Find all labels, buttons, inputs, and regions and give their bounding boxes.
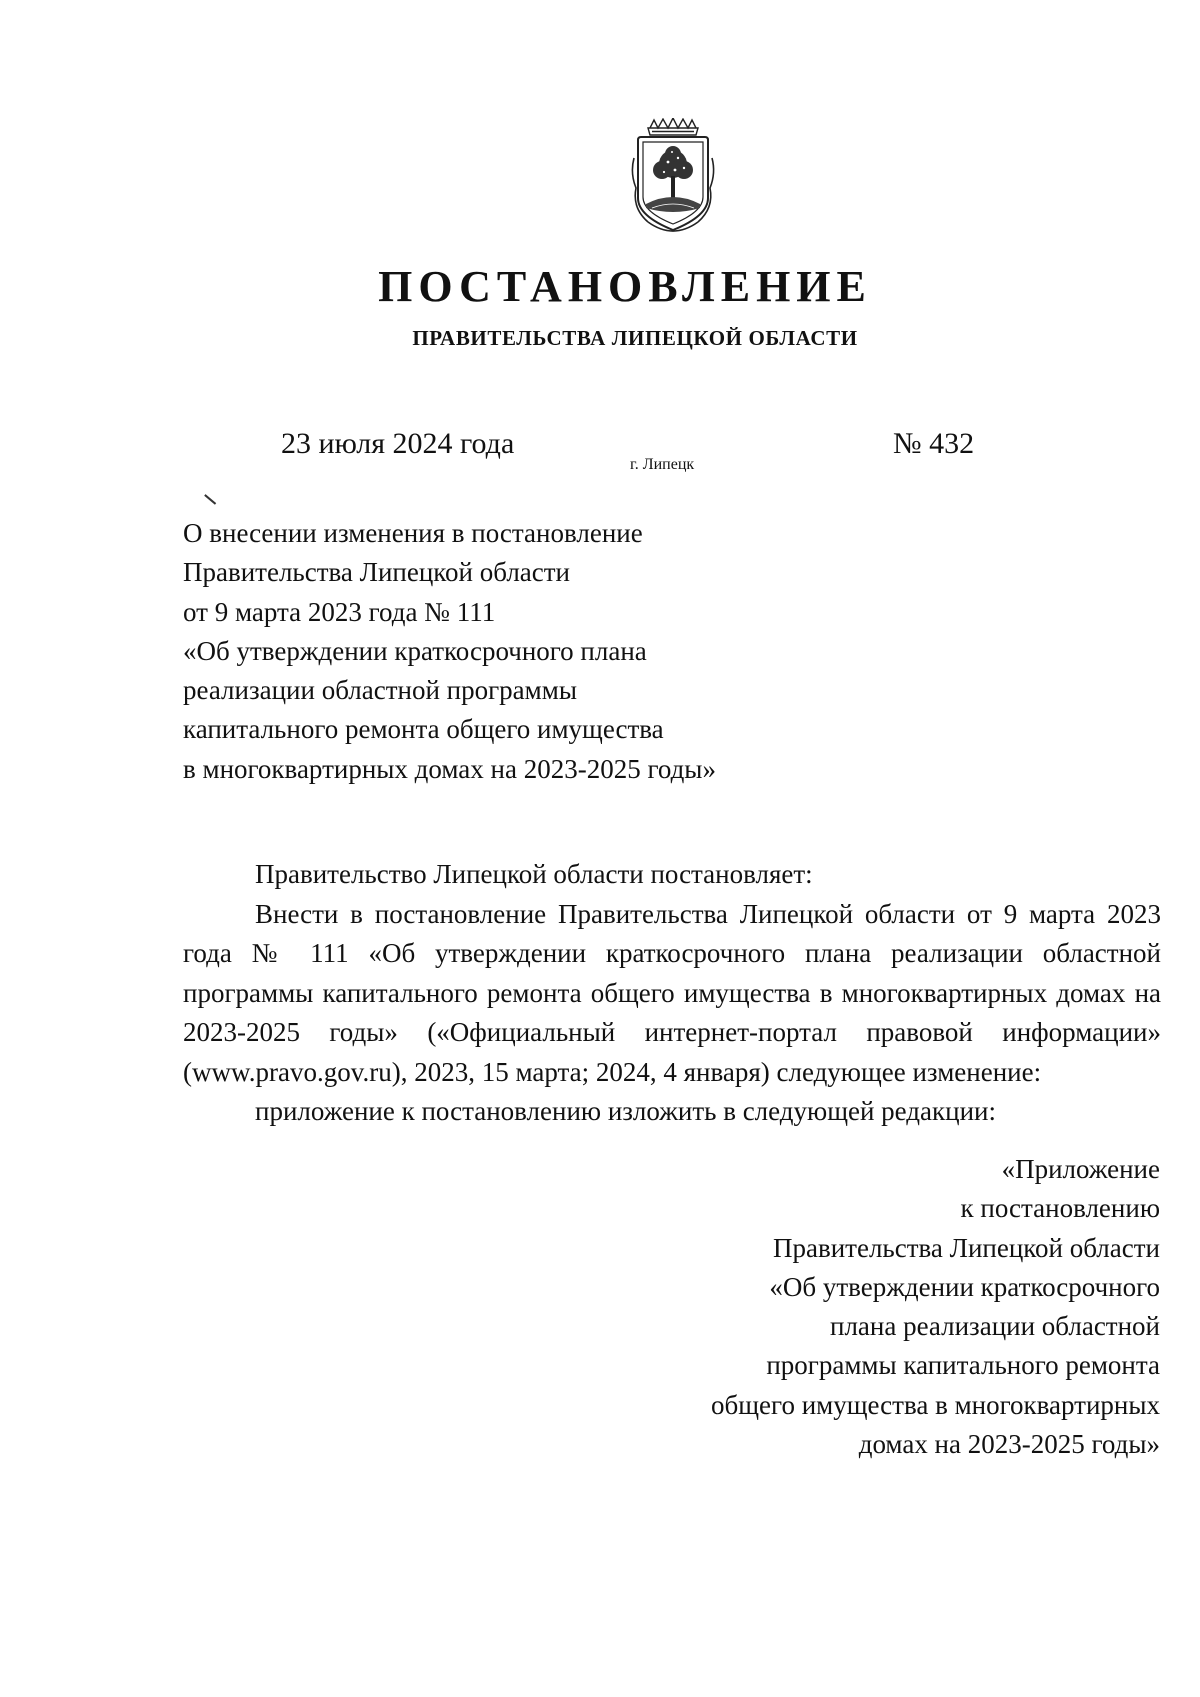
subject-line: от 9 марта 2023 года № 111 [183, 596, 496, 627]
subject-line: реализации областной программы [183, 675, 577, 706]
main-paragraph: Внести в постановление Правительства Липецкой области от 9 марта 2023 года № 111 «Об утверждении краткосрочного плана реализации областной программы капитального ремонта общего имущества в многоквартирных домах на 2023-2025 годы» («Официальный интернет-портал правовой информации» (www.pravo.gov.ru), 2023, 15 марта; 2024, 4 января) следующее изменение: [183, 898, 1161, 1087]
appendix-line: Правительства Липецкой области [772, 1232, 1160, 1263]
appendix-line: домах на 2023-2025 годы» [858, 1429, 1160, 1460]
subject-block [183, 514, 716, 789]
subject-line: Правительства Липецкой области [183, 557, 571, 588]
subject-line: О внесении изменения в постановление [183, 518, 643, 548]
coat-of-arms-icon [628, 118, 718, 240]
subject-line: в многоквартирных домах на 2023-2025 годы» [183, 753, 716, 784]
appendix-line: плана реализации областной [830, 1311, 1160, 1342]
appendix-line: «Об утверждении краткосрочного [769, 1271, 1160, 1302]
document-title: ПОСТАНОВЛЕНИЕ [378, 262, 872, 311]
appendix-line: «Приложение [1001, 1154, 1160, 1184]
subject-line: «Об утверждении краткосрочного плана [183, 635, 647, 666]
appendix-line: общего имущества в многоквартирных [711, 1389, 1160, 1420]
appendix-header [711, 1150, 1160, 1464]
appendix-line: программы капитального ремонта [766, 1350, 1160, 1381]
document-city: г. Липецк [630, 456, 695, 473]
closing-paragraph: приложение к постановлению изложить в следующей редакции: [255, 1096, 996, 1126]
appendix-line: к постановлению [960, 1193, 1160, 1224]
document-date: 23 июля 2024 года [281, 427, 515, 460]
document-subtitle: ПРАВИТЕЛЬСТВА ЛИПЕЦКОЙ ОБЛАСТИ [412, 326, 858, 350]
body-text [183, 855, 1161, 1132]
corner-mark [205, 494, 217, 504]
preamble-paragraph: Правительство Липецкой области постановляет: [255, 859, 813, 889]
subject-line: капитального ремонта общего имущества [183, 714, 664, 745]
document-number: № 432 [893, 427, 975, 460]
